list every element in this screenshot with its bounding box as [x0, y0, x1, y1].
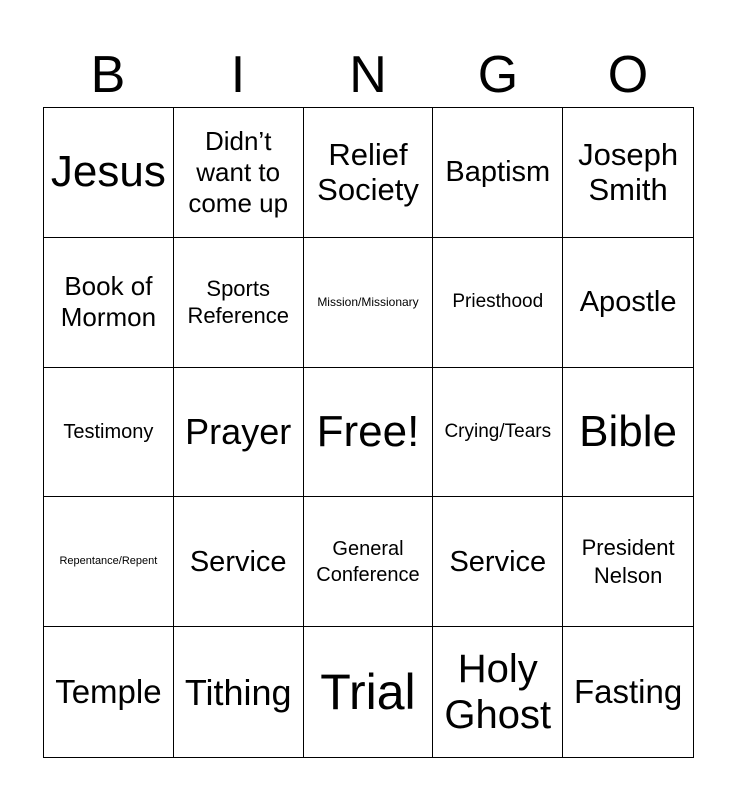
- bingo-cell: [563, 108, 693, 238]
- cell-text: Fasting: [573, 673, 683, 711]
- cell-text: President Nelson: [581, 535, 675, 588]
- bingo-cell: [433, 108, 563, 238]
- header-letter-n: N: [349, 46, 387, 104]
- bingo-cell: [174, 238, 304, 368]
- bingo-cell: [174, 108, 304, 238]
- cell-text: Service: [189, 545, 287, 578]
- cell-text: Repentance/Repent: [59, 555, 158, 568]
- bingo-header: [43, 44, 693, 106]
- bingo-cell: [44, 368, 174, 498]
- bingo-cell: [433, 627, 563, 757]
- bingo-board: [43, 107, 694, 758]
- cell-text: Didn’t want to come up: [188, 125, 289, 218]
- bingo-cell: [174, 497, 304, 627]
- bingo-cell: [44, 238, 174, 368]
- bingo-cell: [304, 497, 434, 627]
- cell-text: Priesthood: [452, 290, 544, 312]
- cell-text: Relief Society: [317, 136, 419, 208]
- bingo-cell: [44, 108, 174, 238]
- bingo-cell: [433, 497, 563, 627]
- cell-text: Baptism: [445, 156, 551, 189]
- cell-text: General Conference: [316, 537, 420, 586]
- cell-text: Sports Reference: [187, 275, 289, 329]
- cell-text: Prayer: [185, 411, 292, 453]
- bingo-cell: [44, 497, 174, 627]
- cell-text: Jesus: [50, 147, 166, 197]
- cell-text: Book of Mormon: [60, 271, 157, 333]
- bingo-cell: [563, 238, 693, 368]
- bingo-cell: [44, 627, 174, 757]
- header-letter-g: G: [477, 46, 519, 104]
- bingo-cell: [433, 368, 563, 498]
- cell-text: Free!: [316, 406, 420, 456]
- cell-text: Testimony: [63, 420, 154, 443]
- bingo-cell: [563, 497, 693, 627]
- bingo-cell: [433, 238, 563, 368]
- cell-text: Mission/Missionary: [317, 295, 419, 309]
- bingo-cell: [563, 627, 693, 757]
- bingo-cell free-space: [304, 368, 434, 498]
- cell-text: Bible: [579, 406, 678, 456]
- header-letter-i: I: [230, 46, 246, 104]
- bingo-cell: [174, 627, 304, 757]
- cell-text: Apostle: [579, 286, 677, 319]
- bingo-cell: [304, 108, 434, 238]
- bingo-cell: [304, 627, 434, 757]
- cell-text: Holy Ghost: [444, 647, 552, 738]
- bingo-cell: [174, 368, 304, 498]
- header-letter-o: O: [607, 46, 649, 104]
- cell-text: Crying/Tears: [444, 420, 552, 442]
- bingo-cell: [304, 238, 434, 368]
- cell-text: Joseph Smith: [578, 136, 679, 208]
- bingo-cell: [563, 368, 693, 498]
- cell-text: Temple: [55, 673, 162, 711]
- header-letter-b: B: [90, 46, 126, 104]
- cell-text: Trial: [320, 664, 416, 721]
- cell-text: Service: [449, 545, 547, 578]
- cell-text: Tithing: [184, 671, 292, 713]
